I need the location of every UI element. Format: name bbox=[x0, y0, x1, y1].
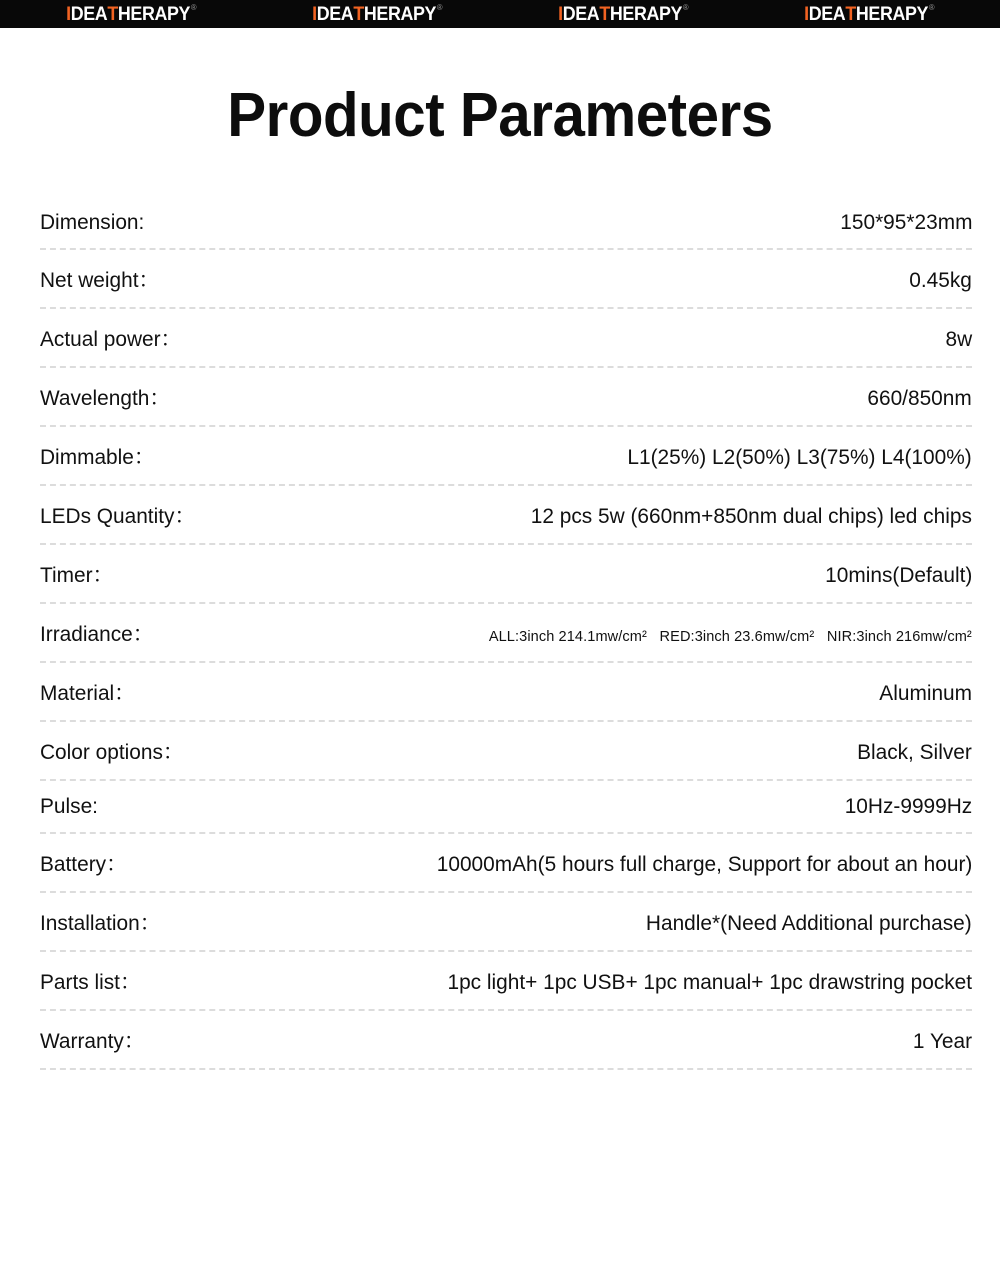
product-parameters-table bbox=[40, 208, 972, 1070]
page-title: Product Parameters bbox=[227, 81, 773, 150]
brand-logo-accent-t: T bbox=[599, 3, 610, 25]
spec-label: Net weight： bbox=[40, 268, 160, 292]
spec-value: 12 pcs 5w (660nm+850nm dual chips) led chips bbox=[530, 504, 972, 528]
spec-value: 1 Year bbox=[912, 1029, 972, 1053]
spec-row bbox=[40, 381, 972, 427]
brand-logo-accent-t: T bbox=[353, 3, 364, 25]
spec-label: LEDs Quantity： bbox=[40, 504, 196, 528]
spec-label: Pulse: bbox=[40, 794, 98, 818]
spec-row bbox=[40, 617, 972, 663]
brand-logo-herapy: HERAPY bbox=[117, 3, 190, 25]
spec-row bbox=[40, 263, 972, 309]
spec-row bbox=[40, 847, 972, 893]
spec-label: Wavelength： bbox=[40, 386, 171, 410]
spec-value: 8w bbox=[945, 327, 972, 351]
brand-logo-accent-i: I bbox=[803, 3, 809, 25]
spec-value: Handle*(Need Additional purchase) bbox=[646, 911, 972, 935]
brand-logo-accent-i: I bbox=[65, 3, 71, 25]
spec-value-segment: ALL:3inch 214.1mw/cm² bbox=[488, 628, 648, 645]
brand-header-bar bbox=[0, 0, 1000, 28]
spec-value: 1pc light+ 1pc USB+ 1pc manual+ 1pc drawstring pocket bbox=[447, 970, 973, 994]
spec-value: L1(25%) L2(50%) L3(75%) L4(100%) bbox=[627, 445, 972, 469]
brand-logo-dea: DEA bbox=[808, 3, 846, 25]
brand-logo bbox=[65, 2, 197, 25]
spec-label: Parts list： bbox=[40, 970, 141, 994]
brand-logo-dea: DEA bbox=[562, 3, 600, 25]
registered-trademark-icon: ® bbox=[928, 2, 935, 12]
spec-label: Installation： bbox=[40, 911, 161, 935]
brand-logo-herapy: HERAPY bbox=[363, 3, 436, 25]
brand-logo-herapy: HERAPY bbox=[609, 3, 682, 25]
brand-logo bbox=[311, 2, 443, 25]
spec-row bbox=[40, 735, 972, 781]
spec-value: 10000mAh(5 hours full charge, Support for about an hour) bbox=[436, 852, 972, 876]
spec-label: Dimmable： bbox=[40, 445, 155, 469]
registered-trademark-icon: ® bbox=[682, 2, 689, 12]
spec-value-segment: RED:3inch 23.6mw/cm² bbox=[659, 628, 815, 645]
brand-logo-accent-i: I bbox=[311, 3, 317, 25]
spec-row bbox=[40, 440, 972, 486]
brand-logo-accent-t: T bbox=[845, 3, 856, 25]
brand-logo bbox=[803, 2, 935, 25]
spec-row bbox=[40, 794, 972, 834]
spec-label: Actual power： bbox=[40, 327, 182, 351]
brand-logo bbox=[557, 2, 689, 25]
spec-label: Warranty： bbox=[40, 1029, 145, 1053]
spec-row bbox=[40, 965, 972, 1011]
spec-label: Battery： bbox=[40, 852, 127, 876]
spec-row bbox=[40, 558, 972, 604]
brand-logo-accent-i: I bbox=[557, 3, 563, 25]
spec-value: Black, Silver bbox=[857, 740, 972, 764]
spec-row bbox=[40, 322, 972, 368]
spec-row bbox=[40, 676, 972, 722]
registered-trademark-icon: ® bbox=[436, 2, 443, 12]
spec-label: Irradiance： bbox=[40, 622, 154, 646]
brand-logo-accent-t: T bbox=[107, 3, 118, 25]
spec-row bbox=[40, 906, 972, 952]
registered-trademark-icon: ® bbox=[190, 2, 197, 12]
spec-row bbox=[40, 1024, 972, 1070]
spec-label: Material： bbox=[40, 681, 136, 705]
spec-value bbox=[191, 628, 972, 645]
spec-value: 10Hz-9999Hz bbox=[844, 794, 972, 818]
spec-row bbox=[40, 208, 972, 250]
spec-label: Timer： bbox=[40, 563, 114, 587]
spec-value: 150*95*23mm bbox=[839, 210, 972, 234]
spec-value: 10mins(Default) bbox=[824, 563, 972, 587]
spec-value: 0.45kg bbox=[909, 268, 972, 292]
spec-row bbox=[40, 499, 972, 545]
spec-value: Aluminum bbox=[879, 681, 972, 705]
spec-value: 660/850nm bbox=[867, 386, 972, 410]
spec-label: Dimension: bbox=[40, 210, 145, 234]
spec-label: Color options： bbox=[40, 740, 184, 764]
brand-logo-dea: DEA bbox=[316, 3, 354, 25]
brand-logo-herapy: HERAPY bbox=[855, 3, 928, 25]
spec-value-segment: NIR:3inch 216mw/cm² bbox=[827, 628, 972, 645]
brand-logo-dea: DEA bbox=[70, 3, 108, 25]
